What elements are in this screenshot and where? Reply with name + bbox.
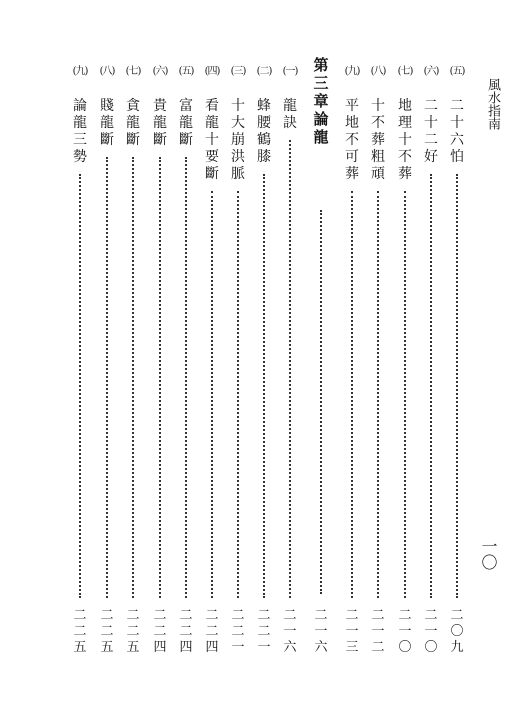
entry-marker: (三) <box>230 66 246 77</box>
entry-page: 二 二 五 <box>126 608 140 655</box>
dot-leader <box>211 191 213 598</box>
entry-marker: (八) <box>370 66 386 77</box>
dot-leader <box>377 191 379 598</box>
entry-page: 二 一 〇 <box>424 608 438 655</box>
entry-marker: (九) <box>72 66 88 77</box>
entry-page: 二 二 四 <box>179 608 193 655</box>
dot-leader <box>106 157 108 598</box>
dot-leader <box>132 157 134 598</box>
entry-page: 二 一 三 <box>345 608 359 655</box>
running-title: 風水指南 <box>485 78 500 130</box>
entry-marker: (七) <box>125 66 141 77</box>
entry-page: 二 〇 九 <box>450 608 464 655</box>
entry-page: 二 二 一 <box>231 608 245 655</box>
entry-marker: (二) <box>256 66 272 77</box>
dot-leader <box>237 191 239 598</box>
entry-title: 十 不 葬 粗 頑 <box>371 98 385 182</box>
entry-page: 二 二 五 <box>100 608 114 655</box>
entry-marker: (四) <box>204 66 220 77</box>
entry-page: 二 一 〇 <box>398 608 412 655</box>
entry-title: 二 十 六 怕 <box>450 98 464 165</box>
entry-title: 地 理 十 不 葬 <box>398 98 412 182</box>
dot-leader <box>404 191 406 598</box>
entry-title: 蜂 腰 鶴 膝 <box>257 98 271 165</box>
dot-leader <box>263 174 265 598</box>
page-number: 一〇 <box>479 538 498 570</box>
chapter-page: 二 一 六 <box>314 608 328 655</box>
entry-marker: (八) <box>99 66 115 77</box>
dot-leader <box>159 157 161 598</box>
entry-title: 貪 龍 斷 <box>126 98 140 148</box>
entry-marker: (九) <box>344 66 360 77</box>
dot-leader <box>79 174 81 598</box>
entry-title: 看 龍 十 要 斷 <box>205 98 219 182</box>
entry-title: 貴 龍 斷 <box>153 98 167 148</box>
dot-leader <box>289 140 291 598</box>
entry-marker: (七) <box>397 66 413 77</box>
dot-leader <box>351 191 353 598</box>
dot-leader <box>185 157 187 598</box>
entry-title: 賤 龍 斷 <box>100 98 114 148</box>
entry-title: 論 龍 三 勢 <box>73 98 87 165</box>
dot-leader <box>430 174 432 598</box>
entry-title: 平 地 不 可 葬 <box>345 98 359 182</box>
entry-title: 龍 訣 <box>283 98 297 131</box>
entry-page: 二 二 四 <box>205 608 219 655</box>
entry-marker: (六) <box>152 66 168 77</box>
entry-page: 二 二 五 <box>73 608 87 655</box>
entry-title: 十 大 崩 洪 脈 <box>231 98 245 182</box>
dot-leader <box>320 210 322 594</box>
entry-title: 富 龍 斷 <box>179 98 193 148</box>
entry-page: 二 二 一 <box>257 608 271 655</box>
entry-marker: (五) <box>449 66 465 77</box>
entry-title: 二 十 二 好 <box>424 98 438 165</box>
entry-marker: (一) <box>282 66 298 77</box>
entry-page: 二 二 四 <box>153 608 167 655</box>
entry-marker: (五) <box>178 66 194 77</box>
dot-leader <box>456 174 458 598</box>
entry-page: 二 一 二 <box>371 608 385 655</box>
entry-page: 二 一 六 <box>283 608 297 655</box>
chapter-title: 第 三 章 論 龍 <box>313 56 329 146</box>
entry-marker: (六) <box>423 66 439 77</box>
